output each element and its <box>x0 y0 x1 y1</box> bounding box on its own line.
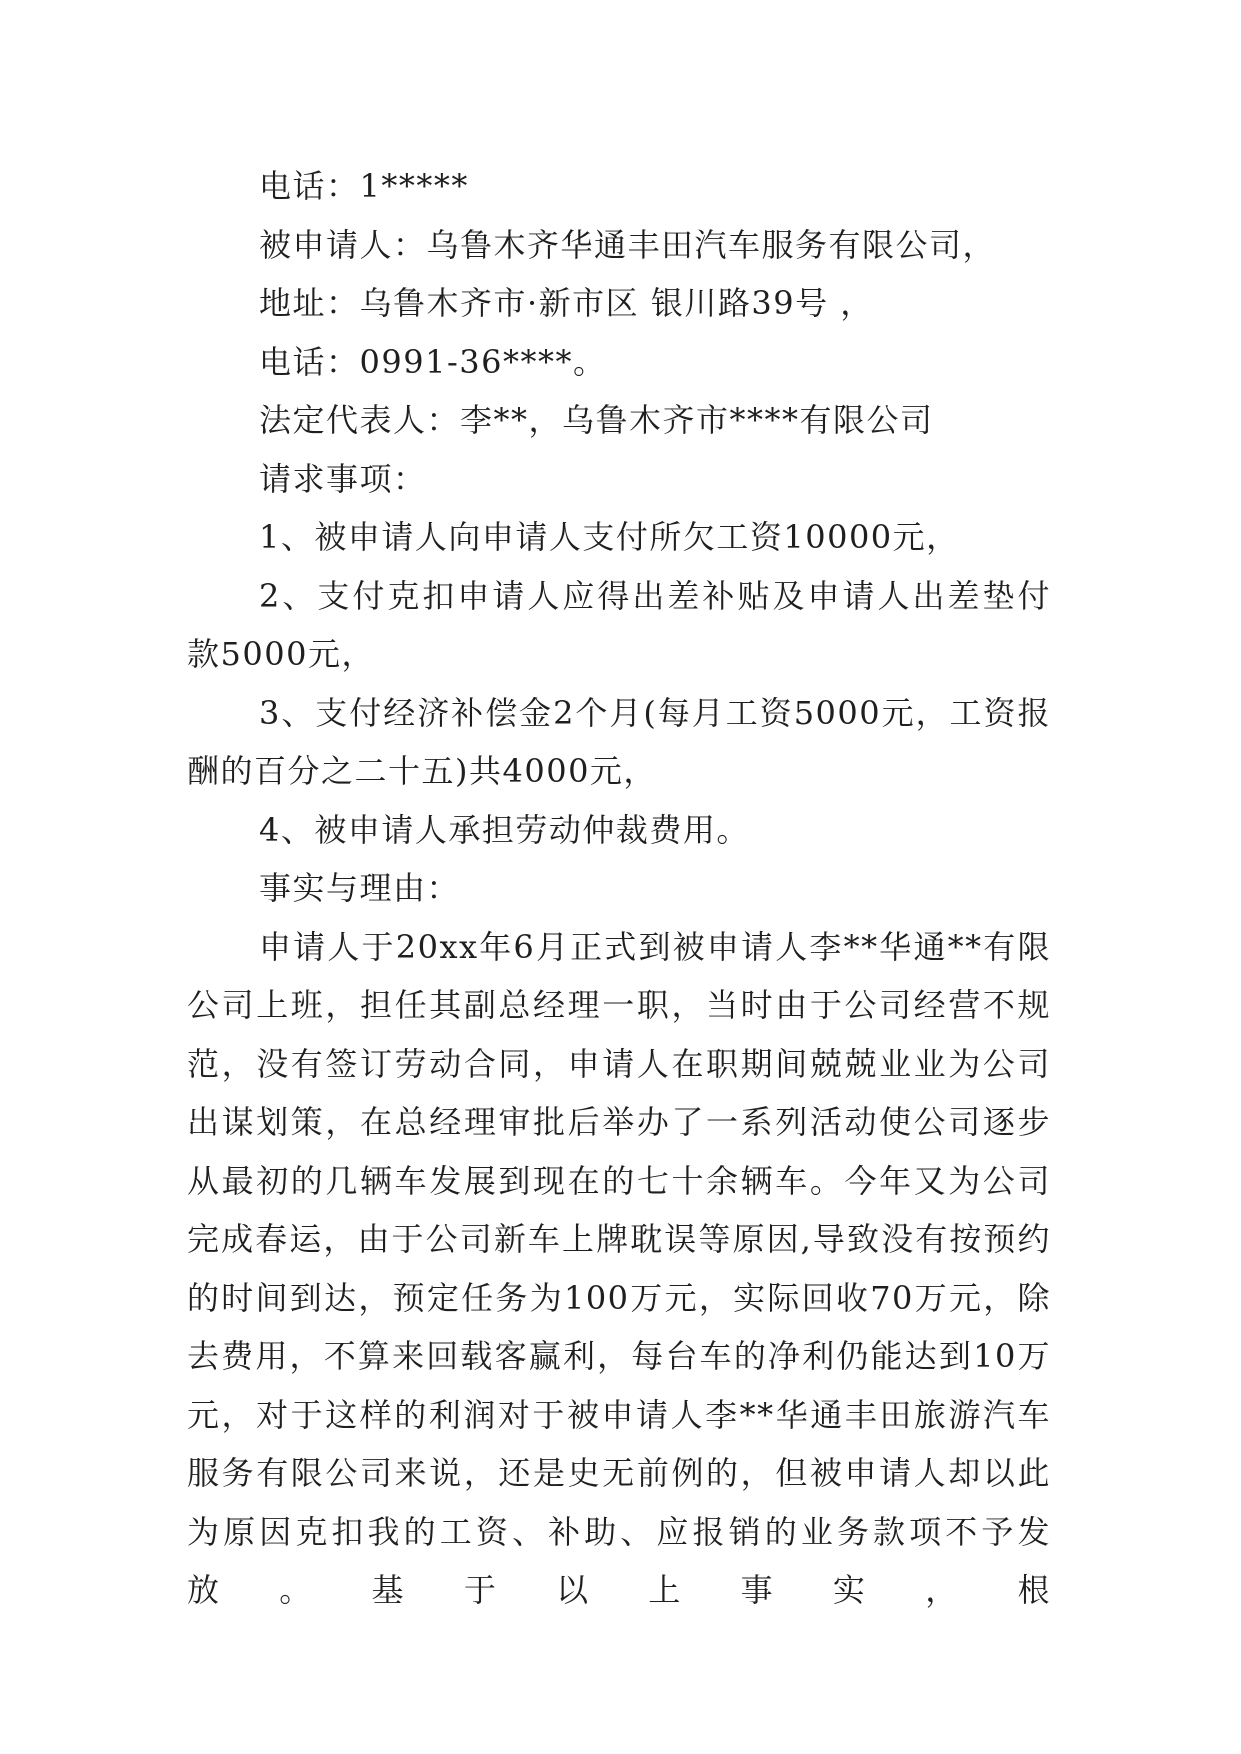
respondent-address-line: 地址：乌鲁木齐市·新市区 银川路39号 ， <box>259 284 874 322</box>
claim-item-1: 1、被申请人向申请人支付所欠工资10000元， <box>259 518 960 556</box>
applicant-phone-line: 电话：1***** <box>259 167 469 205</box>
facts-paragraph: 申请人于20xx年6月正式到被申请人李**华通**有限公司上班，担任其副总经理一职，当时由于公司经营不规范，没有签订劳动合同，申请人在职期间兢兢业业为公司出谋划策，在总经理审批后举办了一系列活动使公司逐步从最初的几辆车发展到现在的七十余辆车。今年又为公司完成春运，由于公司新车上牌耽误等原因,导致没有按预约的时间到达，预定任务为100万元，实际回收70万元，除去费用，不算来回载客赢利，每台车的净利仍能达到10万元，对于这样的利润对于被申请人李**华通丰田旅游汽车服务有限公司来说，还是史无前例的，但被申请人却以此为原因克扣我的工资、补助、应报销的业务款项不予发放。基于以上事实，根 <box>187 927 1051 1609</box>
claim-item-2: 2、支付克扣申请人应得出差补贴及申请人出差垫付款5000元， <box>187 576 1051 673</box>
respondent-phone-line: 电话：0991-36****。 <box>259 342 607 381</box>
respondent-name-line: 被申请人：乌鲁木齐华通丰田汽车服务有限公司， <box>259 225 997 264</box>
claims-heading: 请求事项： <box>259 459 427 498</box>
claim-item-4: 4、被申请人承担劳动仲裁费用。 <box>259 810 750 849</box>
claim-item-3: 3、支付经济补偿金2个月(每月工资5000元，工资报酬的百分之二十五)共4000元， <box>187 693 1051 790</box>
legal-representative-line: 法定代表人：李**，乌鲁木齐市****有限公司 <box>259 401 934 439</box>
document-body <box>187 157 1051 1620</box>
facts-heading: 事实与理由： <box>259 869 461 907</box>
